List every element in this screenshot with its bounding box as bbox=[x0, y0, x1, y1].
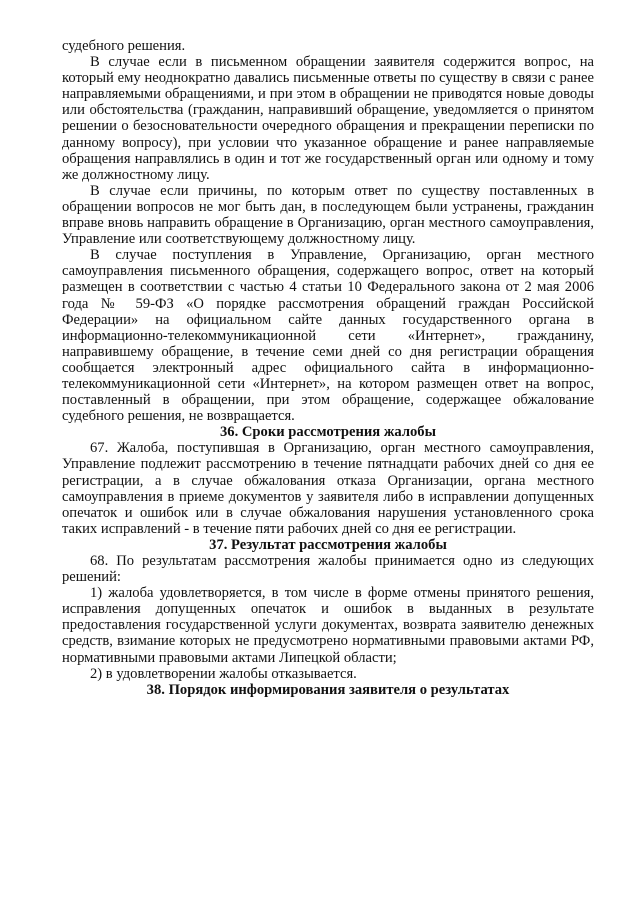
paragraph-68-item-2: 2) в удовлетворении жалобы отказывается. bbox=[90, 665, 357, 682]
document-page bbox=[62, 38, 594, 698]
section-heading-36: 36. Сроки рассмотрения жалобы bbox=[219, 424, 436, 441]
paragraph-68: 68. По результатам рассмотрения жалобы принимается одно из следующих решений: bbox=[62, 553, 594, 586]
paragraph-67: 67. Жалоба, поступившая в Организацию, орган местного самоуправления, Управление подлежит рассмотрению в течение пятнадцати рабочих дней со дня ее регистрации, а в случае обжалования отказа Организации, органа местного самоуправления в приеме документов у заявителя либо в исправлении допущенных опечаток и ошибок или в случае обжалования нарушения установленного срока таких исправлений - в течение пяти рабочих дней со дня ее регистрации. bbox=[62, 440, 594, 537]
paragraph-68-item-1: 1) жалоба удовлетворяется, в том числе в форме отмены принятого решения, исправления допущенных опечаток и ошибок в выданных в результате предоставления государственной услуги документах, возврата заявителю денежных средств, взимание которых не предусмотрено нормативными правовыми актами РФ, нормативными правовыми актами Липецкой области; bbox=[62, 585, 594, 666]
section-heading-37: 37. Результат рассмотрения жалобы bbox=[209, 536, 447, 553]
section-heading-38: 38. Порядок информирования заявителя о результатах bbox=[146, 681, 510, 698]
paragraph-repeated-appeal: В случае если в письменном обращении заявителя содержится вопрос, на который ему неоднократно давались письменные ответы по существу в связи с ранее направляемыми обращениями, и при этом в обращении не приводятся новые доводы или обстоятельства (гражданин, направивший обращение, уведомляется о принятом решении о безосновательности очередного обращения и прекращении переписки по данному вопросу), при условии что указанное обращение и ранее направляемые обращения направлялись в один и тот же государственный орган или одному и тому же должностному лицу. bbox=[62, 54, 594, 183]
paragraph-published-answer: В случае поступления в Управление, Организацию, орган местного самоуправления письменного обращения, содержащего вопрос, ответ на который размещен в соответствии с частью 4 статьи 10 Федерального закона от 2 мая 2006 года № 59-ФЗ «О порядке рассмотрения обращений граждан Российской Федерации» на официальном сайте данных государственного органа в информационно-телекоммуникационной сети «Интернет», гражданину, направившему обращение, в течение семи дней со дня регистрации обращения сообщается электронный адрес официального сайта в информационно-телекоммуникационной сети «Интернет», на котором размещен ответ на вопрос, поставленный в обращении, при этом обращение, содержащее обжалование судебного решения, не возвращается. bbox=[62, 247, 594, 425]
paragraph-continuation: судебного решения. bbox=[62, 38, 186, 54]
paragraph-reasons-removed: В случае если причины, по которым ответ по существу поставленных в обращении вопросов не мог быть дан, в последующем были устранены, гражданин вправе вновь направить обращение в Организацию, орган местного самоуправления, Управление или соответствующему должностному лицу. bbox=[62, 182, 594, 248]
